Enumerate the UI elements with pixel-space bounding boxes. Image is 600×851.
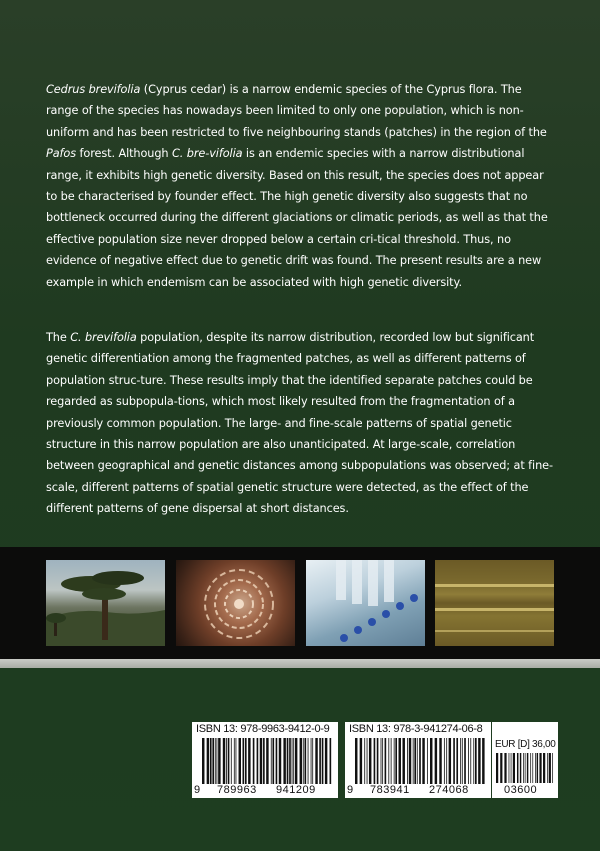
cedar-cone-photo — [176, 560, 295, 646]
barcode-bar — [402, 738, 404, 784]
barcode-bar — [549, 753, 551, 783]
barcode-bar — [245, 738, 247, 784]
barcode-bar — [369, 738, 371, 784]
barcode-bar — [308, 738, 309, 784]
barcode-bar — [293, 738, 294, 784]
barcode-bar — [272, 738, 274, 784]
barcode-bar — [470, 738, 471, 784]
barcode-bar — [407, 738, 408, 784]
barcode-bar — [303, 738, 304, 784]
barcode-bar — [446, 738, 447, 784]
barcode-bar — [330, 738, 332, 784]
price-barcode — [492, 722, 558, 798]
barcode-bar — [517, 753, 518, 783]
barcode-bar — [478, 738, 480, 784]
barcode-bar — [311, 738, 312, 784]
isbn-label: ISBN 13: 978-3-941274-06-8 — [349, 723, 483, 735]
barcode-bar — [364, 738, 365, 784]
lab-plate-photo — [306, 560, 425, 646]
barcode-bar — [460, 738, 461, 784]
barcode-bar — [239, 738, 241, 784]
barcode-bar — [535, 753, 536, 783]
barcode-bar — [263, 738, 265, 784]
barcode-bar — [527, 753, 528, 783]
barcode-bar — [212, 738, 214, 784]
barcode-bar — [500, 753, 502, 783]
barcode-bar — [325, 738, 327, 784]
barcode-bar — [430, 738, 432, 784]
barcode-digits-left: 783941 — [370, 784, 410, 796]
barcode-digits-right: 274068 — [429, 784, 469, 796]
species-abbrev-italic: C. brevifolia — [70, 331, 137, 344]
barcode-bar — [283, 738, 285, 784]
barcode-bar — [409, 738, 411, 784]
species-name-italic: Cedrus brevifolia — [46, 83, 141, 96]
barcode-bar — [295, 738, 297, 784]
barcode-bar — [289, 738, 291, 784]
barcode-bar — [202, 738, 204, 784]
barcode-bar — [449, 738, 451, 784]
abstract-paragraph-2: The C. brevifolia population, despite its narrow distribution, recorded low but significant genetic differentiation among the fragmented patches, as well as different patterns of population struc-ture. These results imply that the identified separate patches could be regarded as subpopula-tions, which most likely resulted from the fragmentation of a previously common population. The large- and fine-scale patterns of spatial genetic structure in this narrow population are also unanticipated. At large-scale, correlation between geographical and genetic distances among subpopulations was observed; at fine-scale, different patterns of spatial genetic structure were detected, as the effect of the different patterns of gene dispersal at short distances. — [46, 331, 553, 516]
barcode-bar — [381, 738, 382, 784]
barcode-bars — [496, 753, 554, 783]
pcr-tubes-illustration — [306, 560, 425, 646]
barcode-bar — [312, 738, 313, 784]
barcode-bar — [504, 753, 506, 783]
barcode-bar — [367, 738, 368, 784]
barcode-bar — [464, 738, 466, 784]
barcode-bar — [374, 738, 376, 784]
barcode-bar — [257, 738, 259, 784]
barcode-bar — [456, 738, 458, 784]
barcode-bar — [427, 738, 428, 784]
barcode-bar — [226, 738, 227, 784]
barcode-bar — [287, 738, 289, 784]
barcode-bar — [482, 738, 484, 784]
barcode-bar — [462, 738, 463, 784]
barcode-bar — [414, 738, 416, 784]
photo-strip — [0, 547, 600, 659]
barcode-bar — [435, 738, 437, 784]
barcode-bar — [417, 738, 418, 784]
barcode-bar — [399, 738, 401, 784]
barcode-bar — [319, 738, 321, 784]
barcode-bar — [292, 738, 293, 784]
barcode-bar — [395, 738, 397, 784]
barcode-bar — [468, 738, 469, 784]
barcode-bar — [215, 738, 216, 784]
barcode-bar — [276, 738, 278, 784]
price-label: EUR [D] 36,00 — [495, 739, 556, 750]
barcode-bar — [422, 738, 424, 784]
barcode-bar — [228, 738, 230, 784]
barcode-bar — [231, 738, 232, 784]
barcode-bar — [530, 753, 531, 783]
barcode-bar — [300, 738, 302, 784]
barcode-bar — [322, 738, 324, 784]
barcode-bar — [315, 738, 317, 784]
barcode-bar — [234, 738, 235, 784]
barcode-bar — [496, 753, 498, 783]
isbn-label: ISBN 13: 978-9963-9412-0-9 — [196, 723, 330, 735]
barcode-bar — [355, 738, 357, 784]
barcode-bar — [210, 738, 212, 784]
barcode-bar — [394, 738, 395, 784]
barcode-bar — [260, 738, 262, 784]
gel-bands-photo — [435, 560, 554, 646]
barcode-bar — [385, 738, 387, 784]
barcode-bar — [253, 738, 255, 784]
barcode-bar — [513, 753, 515, 783]
barcode-bar — [271, 738, 272, 784]
gel-bands-illustration — [435, 560, 554, 646]
barcode-bar — [243, 738, 245, 784]
barcode-bar — [419, 738, 421, 784]
abstract-paragraph-1: Cedrus brevifolia (Cyprus cedar) is a narrow endemic species of the Cyprus flora. The range of the species has nowadays been limited to only one population, which is non-uniform and has been restricted to five neighbouring stands (patches) in the region of the Pafos forest. Although C. bre-vifolia is an endemic species with a narrow distributional range, it exhibits high genetic diversity. Based on this result, the species does not appear to be characterised by founder effect. The high genetic diversity also suggests that no bottleneck occurred during the different glaciations or climatic periods, as well as that the effective population size never dropped below a certain cri-tical threshold. Thus, no evidence of negative effect due to genetic drift was found. The present results are a new example in which endemism can be associated with high genetic diversity. — [46, 83, 548, 289]
cedar-tree-illustration — [46, 560, 165, 646]
barcode-bar — [532, 753, 533, 783]
barcode-bar — [511, 753, 512, 783]
price-addon-digits: 03600 — [504, 784, 538, 796]
barcode-bar — [223, 738, 225, 784]
place-name-italic: Pafos — [46, 147, 77, 161]
barcode-bar — [547, 753, 548, 783]
barcode-bar — [543, 753, 545, 783]
barcode-bars — [355, 738, 485, 784]
barcode-bar — [473, 738, 474, 784]
isbn-barcode-1 — [192, 722, 338, 798]
barcode-bar — [207, 738, 209, 784]
barcode-digits-right: 941209 — [276, 784, 316, 796]
barcode-bar — [520, 753, 521, 783]
barcode-digit-first: 9 — [347, 784, 354, 796]
barcode-digits-left: 789963 — [217, 784, 257, 796]
barcode-bar — [537, 753, 538, 783]
barcode-bars — [202, 738, 332, 784]
isbn-barcode-2 — [345, 722, 491, 798]
barcode-bar — [439, 738, 441, 784]
barcode-bar — [539, 753, 541, 783]
barcode-bar — [413, 738, 414, 784]
barcode-bar — [248, 738, 250, 784]
divider-band — [0, 659, 600, 668]
species-abbrev-italic: C. bre-vifolia — [172, 147, 243, 161]
barcode-bar — [266, 738, 268, 784]
barcode-bar — [523, 753, 524, 783]
cedar-tree-photo — [46, 560, 165, 646]
barcode-bar — [218, 738, 220, 784]
barcode-digit-first: 9 — [194, 784, 201, 796]
barcode-bar — [509, 753, 510, 783]
barcode-bar — [475, 738, 477, 784]
barcode-bar — [525, 753, 526, 783]
barcode-bar — [377, 738, 379, 784]
barcode-bar — [444, 738, 445, 784]
barcode-bar — [453, 738, 455, 784]
barcode-bar — [217, 738, 218, 784]
barcode-bar — [236, 738, 237, 784]
barcode-bar — [360, 738, 362, 784]
barcode-bar — [391, 738, 392, 784]
cone-scales-illustration — [176, 560, 295, 646]
barcode-bar — [382, 738, 383, 784]
barcode-bar — [552, 753, 553, 783]
barcode-bar — [304, 738, 306, 784]
barcode-bar — [279, 738, 281, 784]
barcode-bar — [388, 738, 389, 784]
